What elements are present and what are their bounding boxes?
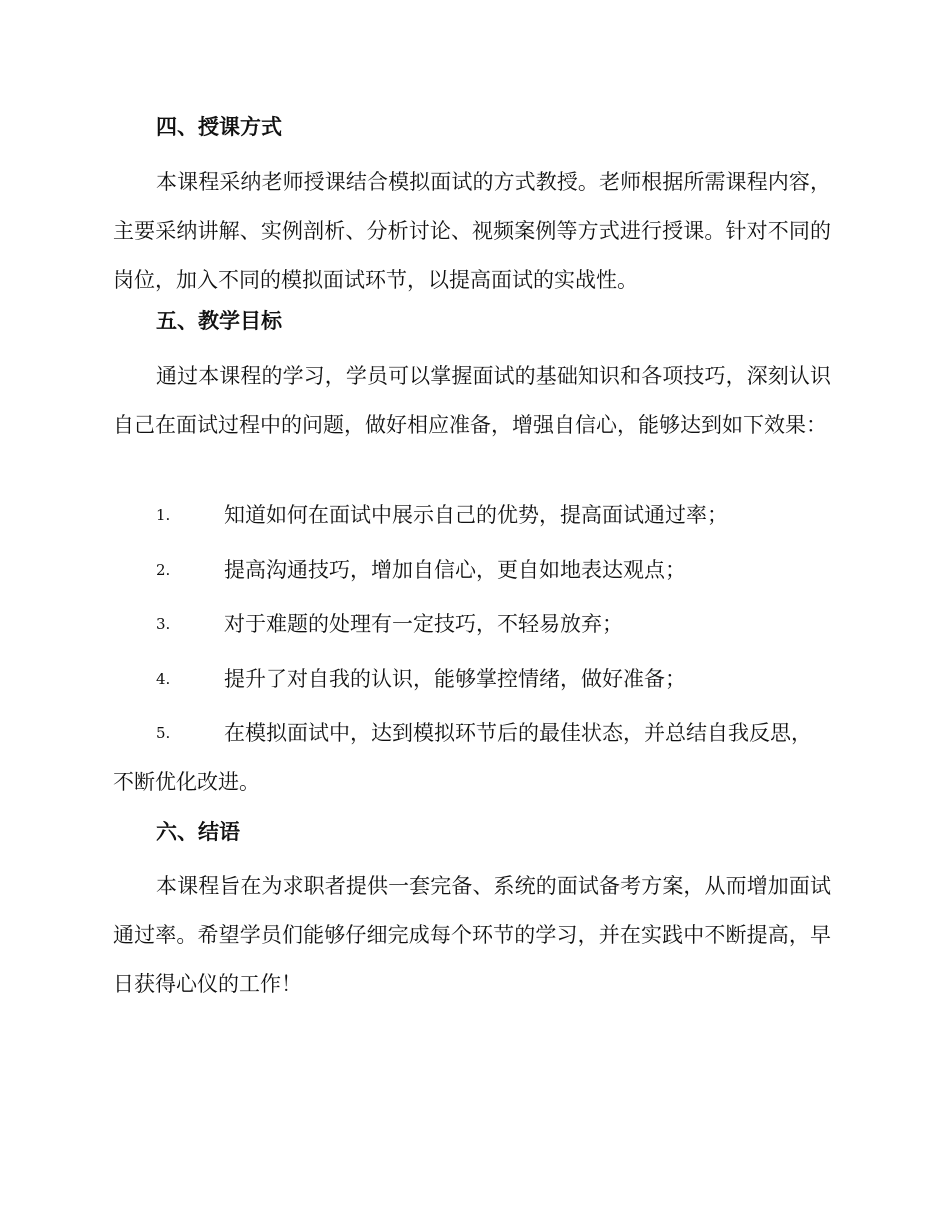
list-item-text: 知道如何在面试中展示自己的优势，提高面试通过率； bbox=[224, 503, 728, 527]
section-body-conclusion: 本课程旨在为求职者提供一套完备、系统的面试备考方案，从而增加面试通过率。希望学员们能够仔细完成每个环节的学习，并在实践中不断提高，早日获得心仪的工作！ bbox=[113, 874, 831, 996]
list-item-number: 4. bbox=[156, 670, 171, 688]
list-item bbox=[113, 491, 831, 540]
section-heading-goals: 五、教学目标 bbox=[156, 308, 282, 333]
list-item-text: 在模拟面试中，达到模拟环节后的最佳状态，并总结自我反思，不断优化改进。 bbox=[113, 721, 812, 794]
list-item-number: 2. bbox=[156, 561, 171, 579]
section-body-goals: 通过本课程的学习，学员可以掌握面试的基础知识和各项技巧，深刻认识自己在面试过程中的问题，做好相应准备，增强自信心，能够达到如下效果： bbox=[113, 364, 831, 437]
section-body-method: 本课程采纳老师授课结合模拟面试的方式教授。老师根据所需课程内容，主要采纳讲解、实例剖析、分析讨论、视频案例等方式进行授课。针对不同的岗位，加入不同的模拟面试环节，以提高面试的实战性。 bbox=[113, 170, 831, 292]
list-item-number: 1. bbox=[156, 506, 171, 524]
list-item-number: 3. bbox=[156, 615, 171, 633]
list-item bbox=[113, 655, 831, 704]
list-item bbox=[113, 709, 831, 807]
list-item-number: 5. bbox=[156, 724, 171, 742]
section-heading-conclusion: 六、结语 bbox=[156, 819, 240, 844]
list-item-text: 对于难题的处理有一定技巧，不轻易放弃； bbox=[224, 612, 623, 636]
list-item-text: 提升了对自我的认识，能够掌控情绪，做好准备； bbox=[224, 667, 686, 691]
list-item-text: 提高沟通技巧，增加自信心，更自如地表达观点； bbox=[224, 558, 686, 582]
list-item bbox=[113, 600, 831, 649]
section-heading-method: 四、授课方式 bbox=[156, 114, 282, 139]
list-item bbox=[113, 546, 831, 595]
